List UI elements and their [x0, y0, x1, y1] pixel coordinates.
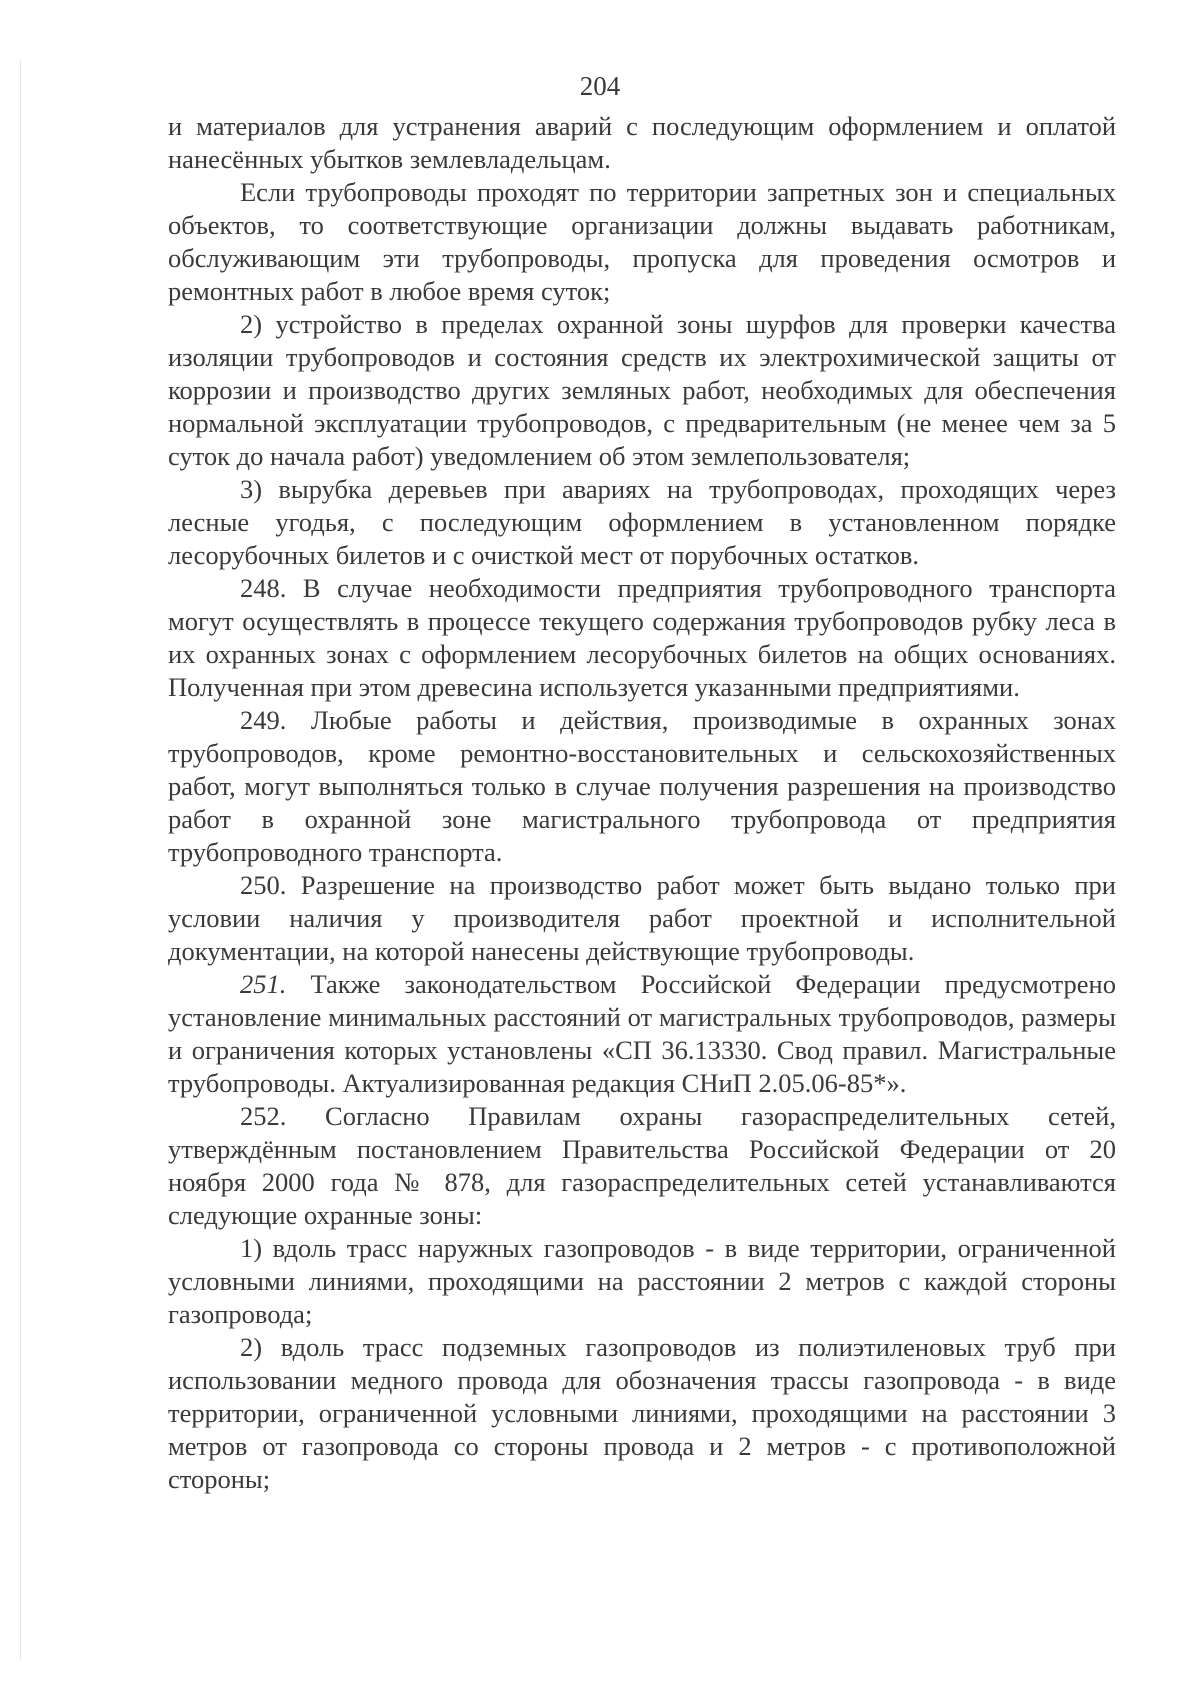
paragraph-249: 249. Любые работы и действия, производимые в охранных зонах трубопроводов, кроме ремонтно-восстановительных и сельскохозяйственных работ, могут выполняться только в случае получения разрешения на производство работ в охранной зоне магистрального трубопровода от предприятия трубопроводного транспорта. — [168, 705, 1116, 867]
paragraph-250: 250. Разрешение на производство работ может быть выдано только при условии наличия у производителя работ проектной и исполнительной документации, на которой нанесены действующие трубопроводы. — [168, 870, 1116, 966]
paragraph-251 — [168, 968, 1116, 1100]
paragraph-gas-zone-1: 1) вдоль трасс наружных газопроводов - в виде территории, ограниченной условными линиями, проходящими на расстоянии 2 метров с каждой стороны газопровода; — [168, 1233, 1116, 1329]
paragraph-continuation: и материалов для устранения аварий с последующим оформлением и оплатой нанесённых убытков землевладельцам. — [168, 111, 1116, 174]
scan-edge-line — [20, 60, 21, 1660]
paragraph-restricted-zones: Если трубопроводы проходят по территории запретных зон и специальных объектов, то соответствующие организации должны выдавать работникам, обслуживающим эти трубопроводы, пропуска для проведения осмотров и ремонтных работ в любое время суток; — [168, 177, 1116, 306]
document-body — [168, 110, 1116, 1496]
paragraph-252: 252. Согласно Правилам охраны газораспределительных сетей, утверждённым постановлением Правительства Российской Федерации от 20 ноября 2000 года № 878, для газораспределительных сетей устанавливаются следующие охранные зоны: — [168, 1101, 1116, 1230]
paragraph-251-text: Также законодательством Российской Федерации предусмотрено установление минимальных расстояний от магистральных трубопроводов, размеры и ограничения которых установлены «СП 36.13330. Свод правил. Магистральные трубопроводы. Актуализированная редакция СНиП 2.05.06-85*». — [168, 969, 1116, 1098]
paragraph-251-number: 251. — [240, 969, 287, 999]
paragraph-gas-zone-2: 2) вдоль трасс подземных газопроводов из полиэтиленовых труб при использовании медного провода для обозначения трассы газопровода - в виде территории, ограниченной условными линиями, проходящими на расстоянии 3 метров от газопровода со стороны провода и 2 метров - с противоположной стороны; — [168, 1332, 1116, 1494]
paragraph-248: 248. В случае необходимости предприятия трубопроводного транспорта могут осуществлять в процессе текущего содержания трубопроводов рубку леса в их охранных зонах с оформлением лесорубочных билетов на общих основаниях. Полученная при этом древесина используется указанными предприятиями. — [168, 573, 1116, 702]
paragraph-item-2: 2) устройство в пределах охранной зоны шурфов для проверки качества изоляции трубопроводов и состояния средств их электрохимической защиты от коррозии и производство других земляных работ, необходимых для обеспечения нормальной эксплуатации трубопроводов, с предварительным (не менее чем за 5 суток до начала работ) уведомлением об этом землепользователя; — [168, 309, 1116, 471]
page-number: 204 — [579, 71, 621, 101]
paragraph-item-3: 3) вырубка деревьев при авариях на трубопроводах, проходящих через лесные угодья, с последующим оформлением в установленном порядке лесорубочных билетов и с очисткой мест от порубочных остатков. — [168, 474, 1116, 570]
